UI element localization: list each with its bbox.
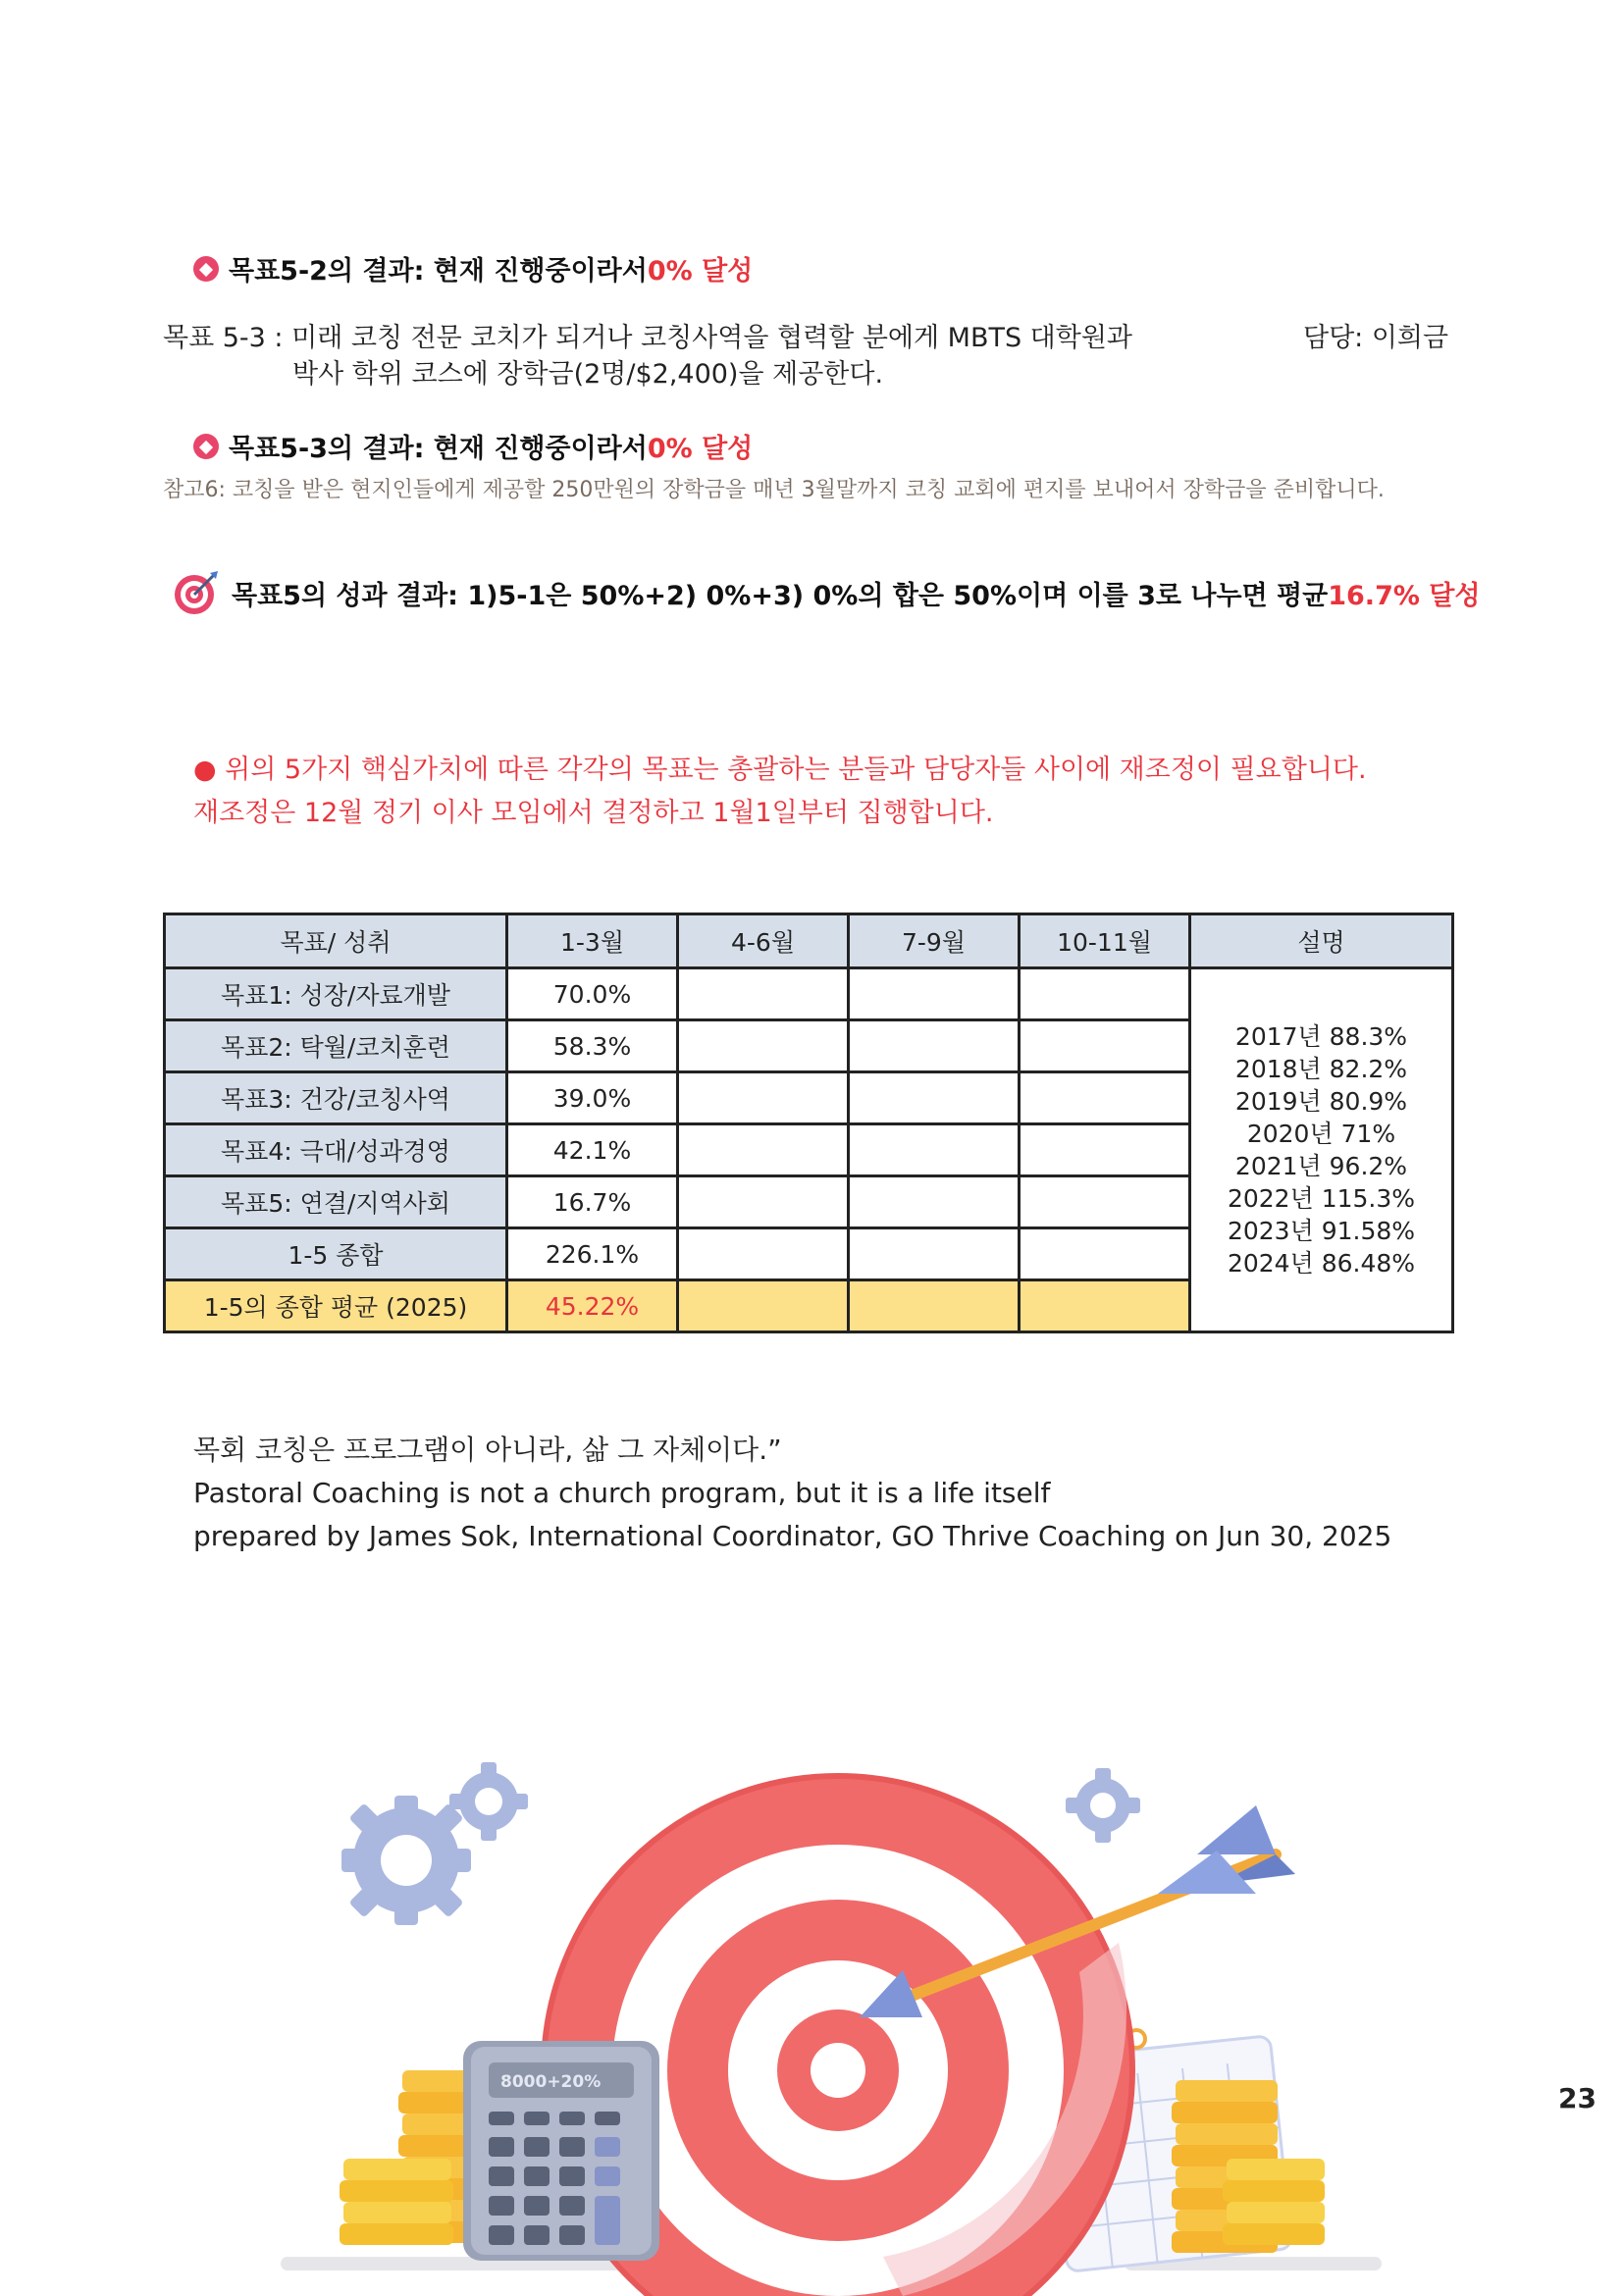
desc-line: 2017년 88.3% — [1234, 1022, 1408, 1051]
goal-5-3-line1: 미래 코칭 전문 코치가 되거나 코칭사역을 협력할 분에게 MBTS 대학원과 — [291, 323, 1133, 353]
heart-icon — [193, 434, 219, 459]
note-6: 참고6: 코칭을 받은 현지인들에게 제공할 250만원의 장학금을 매년 3월말까지 코칭 교회에 편지를 보내어서 장학금을 준비합니다. — [163, 478, 1385, 502]
quote-korean: 목회 코칭은 프로그램이 아니라, 삶 그 자체이다.” — [193, 1434, 782, 1466]
desc-line: 2018년 82.2% — [1234, 1055, 1408, 1083]
result-5-total — [173, 569, 1480, 616]
row-q3 — [849, 968, 1020, 1020]
row-q4 — [1020, 1020, 1190, 1072]
summary-label: 1-5의 종합 평균 (2025) — [165, 1280, 507, 1332]
row-label: 목표2: 탁월/코치훈련 — [165, 1020, 507, 1072]
header-q3: 7-9월 — [849, 914, 1020, 968]
table-header-row — [165, 914, 1453, 968]
notice-line-2: 재조정은 12월 정기 이사 모임에서 결정하고 1월1일부터 집행합니다. — [193, 798, 994, 828]
result-5-2-highlight: 0% 달성 — [647, 256, 754, 287]
result-5-2 — [193, 249, 753, 287]
result-5-3 — [193, 427, 753, 465]
row-q2 — [678, 1228, 849, 1280]
row-q4 — [1020, 1228, 1190, 1280]
result-5-3-text: 목표5-3의 결과: 현재 진행중이라서 — [229, 434, 648, 464]
row-q4 — [1020, 1124, 1190, 1176]
summary-q4 — [1020, 1280, 1190, 1332]
row-q3 — [849, 1176, 1020, 1228]
row-q1: 58.3% — [507, 1020, 678, 1072]
result-5-total-text: 목표5의 성과 결과: 1)5-1은 50%+2) 0%+3) 0%의 합은 50%이며 이를 3로 나누면 평균 — [232, 580, 1329, 611]
row-q2 — [678, 1020, 849, 1072]
row-q2 — [678, 1072, 849, 1124]
row-q1: 16.7% — [507, 1176, 678, 1228]
desc-line: 2020년 71% — [1246, 1120, 1396, 1148]
goal-5-3 — [163, 316, 1132, 354]
row-q3 — [849, 1124, 1020, 1176]
calculator-display: 8000+20% — [500, 2072, 602, 2092]
result-5-3-highlight: 0% 달성 — [647, 434, 754, 464]
row-q3 — [849, 1020, 1020, 1072]
row-q2 — [678, 1176, 849, 1228]
row-label: 목표4: 극대/성과경영 — [165, 1124, 507, 1176]
desc-line: 2019년 80.9% — [1234, 1087, 1408, 1116]
row-q1: 42.1% — [507, 1124, 678, 1176]
achievement-table — [163, 913, 1454, 1333]
table-row — [165, 968, 1453, 1020]
row-label: 목표1: 성장/자료개발 — [165, 968, 507, 1020]
row-q4 — [1020, 1176, 1190, 1228]
header-goal: 목표/ 성취 — [165, 914, 507, 968]
summary-q1: 45.22% — [507, 1280, 678, 1332]
heart-icon — [193, 256, 219, 282]
notice-line-1: ● 위의 5가지 핵심가치에 따른 각각의 목표는 총괄하는 분들과 담당자들 사이에 재조정이 필요합니다. — [193, 755, 1367, 785]
row-q1: 70.0% — [507, 968, 678, 1020]
row-q2 — [678, 1124, 849, 1176]
row-label: 1-5 종합 — [165, 1228, 507, 1280]
row-q1: 39.0% — [507, 1072, 678, 1124]
goal-5-3-line2: 박사 학위 코스에 장학금(2명/$2,400)을 제공한다. — [292, 359, 884, 390]
goal-5-3-label: 목표 5-3 : — [163, 323, 292, 353]
target-icon — [173, 569, 220, 616]
desc-line: 2024년 86.48% — [1227, 1249, 1416, 1278]
target-illustration — [275, 1747, 1393, 2296]
summary-q3 — [849, 1280, 1020, 1332]
description-cell — [1190, 968, 1453, 1332]
row-q3 — [849, 1228, 1020, 1280]
calculator-icon — [463, 2041, 659, 2261]
header-q2: 4-6월 — [678, 914, 849, 968]
desc-line: 2022년 115.3% — [1227, 1184, 1416, 1213]
desc-line: 2021년 96.2% — [1234, 1152, 1408, 1180]
quote-english: Pastoral Coaching is not a church program, but it is a life itself — [193, 1477, 1051, 1509]
prepared-by: prepared by James Sok, International Coordinator, GO Thrive Coaching on Jun 30, 2025 — [193, 1520, 1392, 1552]
goal-5-3-owner: 담당: 이희금 — [1303, 323, 1449, 353]
row-q4 — [1020, 968, 1190, 1020]
header-q4: 10-11월 — [1020, 914, 1190, 968]
page-number: 23 — [1558, 2082, 1597, 2114]
result-5-total-highlight: 16.7% 달성 — [1328, 580, 1481, 611]
desc-line: 2023년 91.58% — [1227, 1217, 1416, 1245]
row-label: 목표3: 건강/코칭사역 — [165, 1072, 507, 1124]
row-q1: 226.1% — [507, 1228, 678, 1280]
row-label: 목표5: 연결/지역사회 — [165, 1176, 507, 1228]
result-5-2-text: 목표5-2의 결과: 현재 진행중이라서 — [229, 256, 648, 287]
header-q1: 1-3월 — [507, 914, 678, 968]
coin-stack-icon — [1172, 2080, 1325, 2253]
header-desc: 설명 — [1190, 914, 1453, 968]
row-q3 — [849, 1072, 1020, 1124]
summary-q2 — [678, 1280, 849, 1332]
row-q4 — [1020, 1072, 1190, 1124]
row-q2 — [678, 968, 849, 1020]
